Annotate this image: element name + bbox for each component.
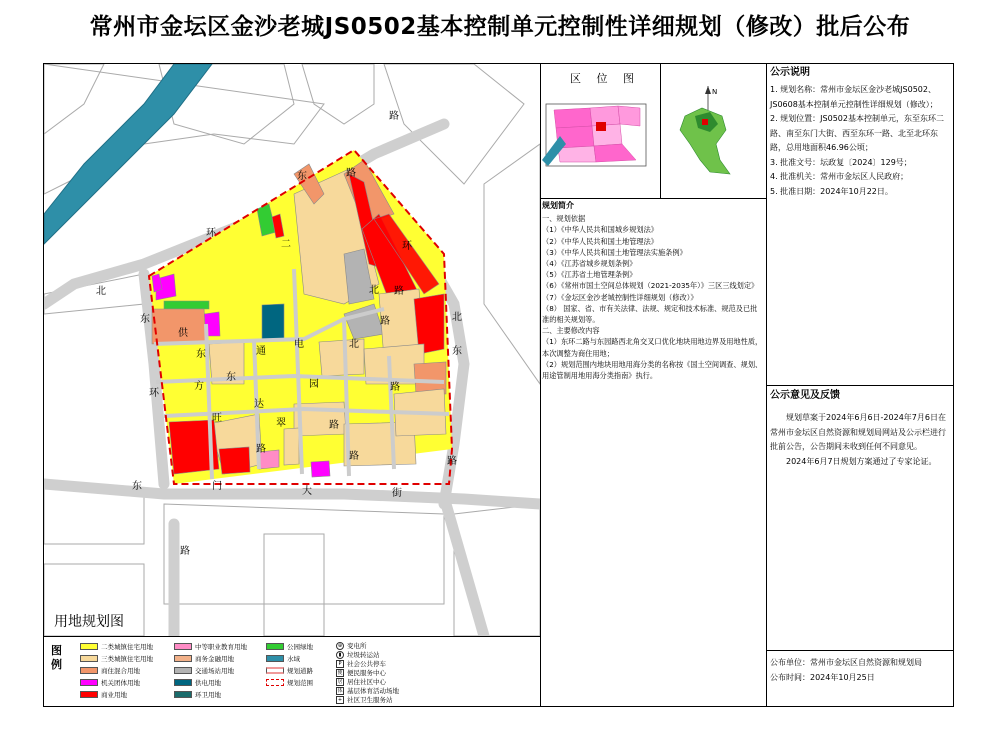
road-label: 东 [452,346,462,357]
road-label: 路 [346,168,356,179]
legend-item: 水域 [266,654,300,663]
intro-line: （1）东环二路与东园路西北角交叉口优化地块用地边界及用地性质，本次调整为商住用地； [542,337,763,358]
road-label: 东 [196,349,206,360]
parking-icon: P [336,660,344,668]
road-label: 街 [392,488,402,499]
legend-symbol: P 社会公共停车 [336,659,386,668]
road-label: 路 [389,111,399,122]
health-station-icon: + [337,696,343,703]
legend-item: 公园绿地 [266,642,313,651]
intro-line: 一、规划依据 [542,214,586,224]
road-label: 二 [281,239,291,250]
legend-item: 中等职业教育用地 [174,642,247,651]
intro-heading: 规划简介 [542,201,574,210]
service-center-icon: 便 [337,669,343,676]
notice-heading: 公示说明 [770,67,810,78]
legend-swatch [80,679,98,686]
road-label: 北 [96,286,106,297]
issuer-section [770,656,952,685]
divider-issuer [767,650,953,651]
road-label: 旺 [212,413,222,424]
garbage-station-icon: ▮ [336,651,344,659]
legend-symbol: ▮ 垃圾转运站 [336,650,380,659]
intro-line: （2）《中华人民共和国土地管理法》 [542,236,658,246]
divider-legend [44,636,540,637]
feedback-heading: 公示意见及反馈 [770,390,840,401]
legend-title: 图例 [51,644,62,671]
legend-item: 供电用地 [174,678,221,687]
planning-intro [542,200,764,381]
road-label: 路 [447,456,457,467]
divider-feedback [767,385,953,386]
location-inset [540,64,766,198]
map-caption: 用地规划图 [54,614,124,630]
road-label: 环 [402,241,412,252]
road-label: 路 [180,546,190,557]
intro-line: （6）《常州市国土空间总体规划（2021-2035年）》三区三线划定》 [542,281,759,291]
road-label: 路 [256,444,266,455]
intro-line: （2）规划范围内地块用地用海分类的名称按《国土空间调查、规划、用途管制用地用海分类指南》执行。 [542,359,763,381]
legend-swatch [266,679,284,686]
legend-item: 环卫用地 [174,690,221,699]
legend-item: 规划范围 [266,678,313,687]
legend [44,638,540,706]
legend-swatch [174,691,192,698]
road-label: 供 [178,328,188,339]
legend-swatch [266,655,284,662]
legend-item: 商住混合用地 [80,666,140,675]
road-label: 路 [380,316,390,327]
road-label: 电 [294,339,304,350]
road-label: 北 [369,285,379,296]
notice-section [770,66,950,199]
site-marker [596,122,606,131]
issuer-unit: 公布单位：常州市金坛区自然资源和规划局 [770,658,922,667]
road-label: 北 [349,339,359,350]
north-label: N [712,88,718,96]
feedback-line: 规划草案于2024年6月6日-2024年7月6日在常州市金坛区自然资源和规划局网站及公示栏进行批前公告，公告期间未收到任何不同意见。 [770,413,946,451]
sports-field-icon: 体 [337,687,343,694]
road-label: 东 [226,372,236,383]
legend-item: 机关团体用地 [80,678,140,687]
road-label: 环 [206,228,216,239]
road-label: 北 [452,312,462,323]
road-label: 环 [149,388,159,399]
notice-line: 5. 批准日期：2024年10月22日。 [770,186,893,196]
legend-item: 交通场站用地 [174,666,234,675]
page-title: 常州市金坛区金沙老城JS0502基本控制单元控制性详细规划（修改）批后公布 [89,14,911,40]
legend-symbol: ⊕ 变电所 [337,642,367,650]
legend-item: 规划道路 [266,666,313,675]
legend-swatch [266,667,284,674]
legend-symbol: 体 基层体育活动场地 [337,687,399,695]
road-label: 通 [256,346,266,357]
legend-item: 二类城镇住宅用地 [80,642,153,651]
community-center-icon: 居 [337,678,343,685]
intro-line: （4）《江苏省城乡规划条例》 [542,259,637,269]
road-label: 翠 [276,418,286,429]
legend-swatch [174,643,192,650]
road-label: 方 [194,381,204,392]
road-label: 达 [254,399,264,410]
legend-swatch [174,679,192,686]
location-title: 区 位 图 [570,72,640,85]
legend-swatch [80,691,98,698]
intro-line: （8） 国家、省、市有关法律、法规、规定和技术标准、规范及已批准的相关规划等。 [542,303,758,325]
notice-line: 3. 批准文号：坛政复〔2024〕129号； [770,157,912,167]
legend-swatch [174,667,192,674]
intro-line: 二、主要修改内容 [542,326,600,336]
land-use-map [44,64,540,636]
intro-line: （7）《金坛区金沙老城控制性详细规划（修改）》 [542,292,698,302]
district-shape [680,108,730,174]
divider-intro [541,198,766,199]
legend-item: 商务金融用地 [174,654,234,663]
road-label: 东 [132,481,142,492]
road-label: 门 [212,481,222,492]
legend-symbol: + 社区卫生服务站 [337,696,393,704]
legend-symbol: 便 便民服务中心 [337,669,386,677]
legend-swatch [174,655,192,662]
legend-item: 三类城镇住宅用地 [80,654,153,663]
issuer-time: 公布时间：2024年10月25日 [770,672,875,682]
legend-swatch [266,643,284,650]
road-label: 路 [394,286,404,297]
notice-line: 2. 规划位置：JS0502基本控制单元，东至东环二路、南至东门大街、西至东环一路、北至北环东路，总用地面积46.96公顷； [770,114,944,152]
road-label: 东 [140,314,150,325]
road-label: 大 [302,486,312,497]
road-label: 路 [349,451,359,462]
road-label: 路 [390,382,400,393]
legend-item: 商业用地 [80,690,127,699]
road-label: 东 [297,171,307,182]
legend-symbol: 居 居住社区中心 [337,678,386,686]
notice-line: 1. 规划名称：常州市金坛区金沙老城JS0502、JS0608基本控制单元控制性详细规划（修改）； [770,85,938,109]
intro-line: （1）《中华人民共和国城乡规划法》 [542,225,658,235]
intro-line: （5）《江苏省土地管理条例》 [542,270,637,280]
notice-line: 4. 批准机关：常州市金坛区人民政府； [770,172,909,181]
north-arrow-icon [705,86,711,110]
feedback-section [770,389,950,469]
feedback-line: 2024年6月7日规划方案通过了专家论证。 [786,456,937,466]
legend-swatch [80,643,98,650]
road-label: 园 [309,379,319,390]
legend-swatch [80,655,98,662]
substation-icon: ⊕ [337,642,343,649]
intro-line: （3）《中华人民共和国土地管理法实施条例》 [542,247,687,257]
road-label: 路 [329,420,339,431]
legend-swatch [80,667,98,674]
